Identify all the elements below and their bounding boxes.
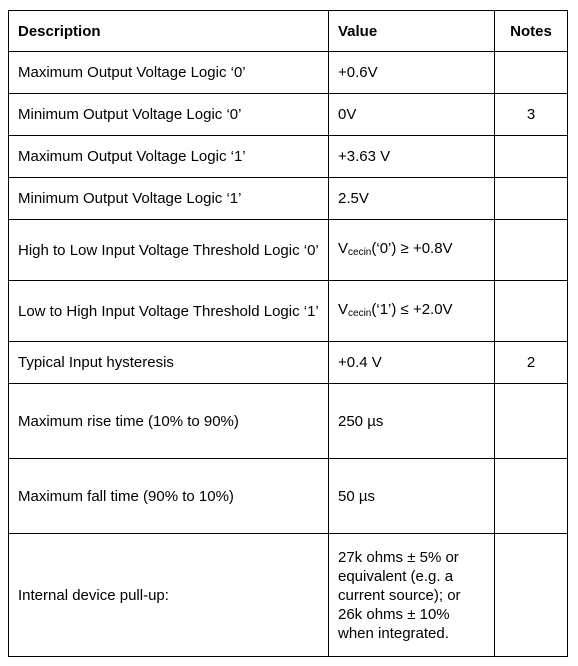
value-suffix: (‘0’) ≥ +0.8V xyxy=(371,239,453,257)
header-value: Value xyxy=(329,11,495,52)
table-row xyxy=(9,281,568,342)
table-row xyxy=(9,178,568,220)
table-row xyxy=(9,94,568,136)
notes-cell xyxy=(495,178,568,220)
header-notes: Notes xyxy=(495,11,568,52)
notes-cell xyxy=(495,281,568,342)
table-row xyxy=(9,52,568,94)
value-cell: +0.4 V xyxy=(329,342,495,384)
value-subscript: cecin xyxy=(348,246,372,258)
description-cell: Internal device pull-up: xyxy=(9,534,329,657)
table-row xyxy=(9,459,568,534)
table-row xyxy=(9,384,568,459)
table-row xyxy=(9,342,568,384)
value-cell xyxy=(329,281,495,342)
description-cell: High to Low Input Voltage Threshold Logic ‘0’ xyxy=(9,220,329,281)
description-cell: Minimum Output Voltage Logic ‘0’ xyxy=(9,94,329,136)
table-row xyxy=(9,534,568,657)
value-prefix: V xyxy=(338,239,349,257)
spec-table xyxy=(8,10,568,657)
table-header-row xyxy=(9,11,568,52)
header-description: Description xyxy=(9,11,329,52)
description-cell: Maximum Output Voltage Logic ‘0’ xyxy=(9,52,329,94)
notes-cell xyxy=(495,136,568,178)
value-cell: 27k ohms ± 5% or equivalent (e.g. a current source); or 26k ohms ± 10% when integrated. xyxy=(329,534,495,657)
table-row xyxy=(9,220,568,281)
value-cell: 50 µs xyxy=(329,459,495,534)
notes-cell: 3 xyxy=(495,94,568,136)
notes-cell: 2 xyxy=(495,342,568,384)
notes-cell xyxy=(495,384,568,459)
notes-cell xyxy=(495,220,568,281)
value-cell xyxy=(329,220,495,281)
value-subscript: cecin xyxy=(348,307,372,319)
value-cell: 2.5V xyxy=(329,178,495,220)
description-cell: Maximum rise time (10% to 90%) xyxy=(9,384,329,459)
value-cell: +0.6V xyxy=(329,52,495,94)
table-row xyxy=(9,136,568,178)
description-cell: Minimum Output Voltage Logic ‘1’ xyxy=(9,178,329,220)
description-cell: Typical Input hysteresis xyxy=(9,342,329,384)
notes-cell xyxy=(495,52,568,94)
description-cell: Maximum Output Voltage Logic ‘1’ xyxy=(9,136,329,178)
notes-cell xyxy=(495,534,568,657)
description-cell: Maximum fall time (90% to 10%) xyxy=(9,459,329,534)
value-suffix: (‘1’) ≤ +2.0V xyxy=(371,300,453,318)
notes-cell xyxy=(495,459,568,534)
value-prefix: V xyxy=(338,300,349,318)
value-cell: 250 µs xyxy=(329,384,495,459)
value-cell: 0V xyxy=(329,94,495,136)
description-cell: Low to High Input Voltage Threshold Logic ‘1’ xyxy=(9,281,329,342)
value-cell: +3.63 V xyxy=(329,136,495,178)
